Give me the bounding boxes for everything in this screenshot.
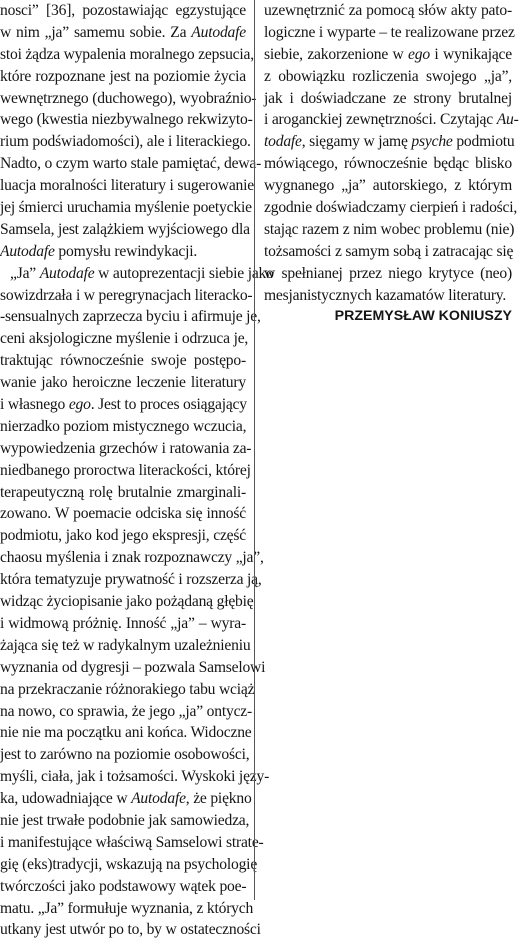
italic-text: psyche bbox=[411, 133, 453, 151]
text-line bbox=[264, 241, 512, 263]
text-line bbox=[0, 744, 250, 766]
text-run: Nadto, o czym warto stale pamiętać, dewa- bbox=[0, 155, 262, 173]
text-line bbox=[264, 153, 512, 175]
text-run: -sensualnych zaprzecza byciu i afirmuje je, bbox=[0, 308, 261, 326]
text-run: z obowiązku rozliczenia swojego „ja”, bbox=[264, 67, 512, 85]
italic-text: Autodafe bbox=[191, 23, 246, 41]
text-run: podmiotu, jako kod jego ekspresji, część bbox=[0, 527, 246, 545]
text-line bbox=[0, 460, 251, 482]
italic-text: todafe bbox=[264, 133, 302, 151]
text-run: żająca się też w radykalnym uzależnieniu bbox=[0, 636, 251, 654]
italic-text: Au- bbox=[496, 111, 519, 129]
author-byline: PRZEMYSŁAW KONIUSZY bbox=[334, 308, 512, 325]
text-run: niedbanego proroctwa literackości, której bbox=[0, 461, 251, 479]
text-line bbox=[0, 854, 258, 876]
text-run: logiczne i wyparte – te realizowane przez bbox=[264, 23, 515, 41]
text-run: utkany jest utwór po to, by w ostateczności bbox=[0, 921, 261, 939]
column-divider bbox=[254, 0, 255, 900]
text-run: nie jest trwałe podobnie jak samowiedza, bbox=[0, 811, 250, 829]
italic-text: Autodafe bbox=[131, 790, 186, 808]
text-line bbox=[264, 66, 512, 88]
text-run: widząc życiopisanie jako pożądaną głębię bbox=[0, 593, 254, 611]
text-run: pomysłu rewindykacji. bbox=[54, 242, 198, 260]
text-run: tożsamości z samym sobą i zatracając się bbox=[264, 242, 514, 260]
text-run: „Ja” bbox=[10, 264, 40, 282]
text-run: wygnanego „ja” autorskiego, z którym bbox=[264, 177, 512, 195]
text-run: myśli, ciała, jak i tożsamości. Wyskoki języ- bbox=[0, 768, 270, 786]
text-run: mesjanistycznych kazamatów literatury. bbox=[264, 286, 507, 304]
text-run: jak i doświadczane ze strony brutalnej bbox=[264, 89, 512, 107]
text-line bbox=[0, 438, 252, 460]
text-line bbox=[0, 766, 270, 788]
text-line bbox=[0, 197, 252, 219]
text-run: jest to zarówno na poziomie osobowości, bbox=[0, 746, 250, 764]
text-line bbox=[264, 22, 515, 44]
text-run: chaosu myślenia i znak rozpoznawczy „ja”, bbox=[0, 549, 264, 567]
italic-text: ego bbox=[68, 396, 91, 414]
text-run: i wynikające bbox=[429, 45, 513, 63]
text-line bbox=[0, 306, 261, 328]
text-run: luacja moralności literatury i sugerowanie bbox=[0, 177, 254, 195]
text-line bbox=[0, 788, 252, 810]
text-run: wewnętrznego (duchowego), wyobraźnio- bbox=[0, 89, 257, 107]
text-run: i manifestujące właściwą Samselowi strate- bbox=[0, 833, 264, 851]
text-run: na przekraczanie różnorakiego tabu wciąż bbox=[0, 680, 255, 698]
text-line bbox=[0, 635, 251, 657]
text-line bbox=[0, 613, 246, 635]
text-line bbox=[0, 109, 253, 131]
text-run: nie nie ma początku ani końca. Widoczne bbox=[0, 724, 252, 742]
text-run: i aroganckiej zewnętrzności. Czytając bbox=[264, 111, 497, 129]
italic-text: Autodafe bbox=[39, 264, 95, 282]
text-run: jej śmierci uruchamia myślenie poetyckie bbox=[0, 199, 252, 217]
text-run: w nim „ja” samemu sobie. Za bbox=[0, 23, 192, 41]
text-line bbox=[0, 591, 254, 613]
text-line bbox=[264, 44, 512, 66]
text-run: mówiącego, równocześnie będąc blisko bbox=[264, 155, 512, 173]
text-line bbox=[0, 88, 257, 110]
text-line bbox=[0, 175, 254, 197]
text-line bbox=[264, 263, 512, 285]
text-run: , sięgamy w jamę bbox=[301, 133, 412, 151]
text-run: matu. „Ja” formułuje wyznania, z których bbox=[0, 899, 254, 917]
text-line bbox=[0, 525, 246, 547]
text-line bbox=[264, 219, 515, 241]
text-run: rium podświadomości), ale i literackiego. bbox=[0, 133, 251, 151]
text-run: zgodnie doświadczamy cierpień i radości, bbox=[264, 199, 518, 217]
text-line bbox=[0, 503, 246, 525]
text-line bbox=[0, 569, 262, 591]
text-line bbox=[0, 285, 253, 307]
text-run: wanie jako heroiczne leczenie literatury bbox=[0, 374, 246, 392]
text-run: terapeutyczną rolę brutalnie zmarginali- bbox=[0, 483, 246, 501]
text-line bbox=[0, 219, 250, 241]
text-line bbox=[0, 241, 246, 263]
text-line bbox=[264, 285, 512, 307]
text-run: uzewnętrznić za pomocą słów akty pato- bbox=[264, 2, 512, 19]
text-run: sowizdrzała i w peregrynacjach literacko- bbox=[0, 286, 253, 304]
text-run: Samsela, jest zalążkiem wyjściowego dla bbox=[0, 220, 250, 238]
text-line bbox=[0, 876, 246, 898]
text-line bbox=[264, 131, 515, 153]
text-run: które rozpoznane jest na poziomie życia bbox=[0, 67, 246, 85]
text-line bbox=[0, 679, 255, 701]
text-run: wypowiedzenia grzechów i ratowania za- bbox=[0, 439, 252, 457]
text-run: nierzadko poziom mistycznego wczucia, bbox=[0, 417, 247, 435]
text-line bbox=[264, 88, 512, 110]
text-line bbox=[0, 547, 264, 569]
text-line bbox=[264, 197, 518, 219]
text-line bbox=[0, 701, 253, 723]
text-line bbox=[0, 131, 251, 153]
text-run: i własnego bbox=[0, 396, 69, 414]
text-line bbox=[0, 394, 246, 416]
text-run: traktując równocześnie swoje postępo- bbox=[0, 352, 246, 370]
text-line bbox=[264, 109, 519, 131]
text-run: na nowo, co sprawia, że jego „ja” ontycz- bbox=[0, 702, 253, 720]
text-column-right bbox=[264, 0, 519, 328]
text-run: siebie, zakorzenione w bbox=[264, 45, 409, 63]
text-run: ceni aksjologiczne myślenie i odrzuca je, bbox=[0, 330, 249, 348]
text-run: i widmową próżnię. Inność „ja” – wyra- bbox=[0, 614, 246, 632]
right-column-lines bbox=[264, 0, 519, 306]
text-line bbox=[0, 44, 254, 66]
text-line bbox=[0, 153, 262, 175]
text-line bbox=[0, 372, 246, 394]
text-line bbox=[0, 832, 264, 854]
text-line bbox=[0, 722, 252, 744]
text-line bbox=[0, 657, 266, 679]
text-line bbox=[264, 0, 512, 22]
text-line bbox=[0, 22, 246, 44]
text-run: gię (eks)tradycji, wskazują na psychologię bbox=[0, 855, 258, 873]
text-run: stając razem z nim wobec problemu (nie) bbox=[264, 220, 515, 238]
text-run: w autoprezentacji siebie jako bbox=[94, 264, 274, 282]
text-line bbox=[0, 416, 246, 438]
text-run: podmiotu bbox=[452, 133, 515, 151]
italic-text: Autodafe bbox=[0, 242, 55, 260]
text-run: . Jest to proces osiągający bbox=[90, 396, 247, 414]
text-line bbox=[0, 0, 246, 22]
text-run: nosci” [36], pozostawiając egzystujące bbox=[0, 2, 246, 19]
text-run: wego (kwestia niezbywalnego rekwizyto- bbox=[0, 111, 253, 129]
text-run: stoi żądza wypalenia moralnego zepsucia, bbox=[0, 45, 254, 63]
text-line bbox=[0, 482, 246, 504]
text-line bbox=[0, 263, 274, 285]
text-line bbox=[0, 328, 249, 350]
text-run: , że piękno bbox=[185, 790, 252, 808]
italic-text: ego bbox=[408, 45, 430, 63]
text-run: która tematyzuje prywatność i rozszerza ją, bbox=[0, 571, 262, 589]
text-line bbox=[0, 898, 254, 920]
text-run: w spełnianej przez niego krytyce (neo) bbox=[264, 264, 512, 282]
text-line bbox=[0, 66, 246, 88]
text-line bbox=[0, 350, 246, 372]
text-line bbox=[0, 919, 261, 941]
text-line bbox=[264, 175, 512, 197]
text-run: zowano. W poemacie odciska się inność bbox=[0, 505, 246, 523]
text-line bbox=[0, 810, 250, 832]
text-run: ka, udowadniające w bbox=[0, 790, 132, 808]
text-run: wyznania od dygresji – pozwala Samselowi bbox=[0, 658, 266, 676]
text-run: twórczości jako podstawowy wątek poe- bbox=[0, 877, 247, 895]
